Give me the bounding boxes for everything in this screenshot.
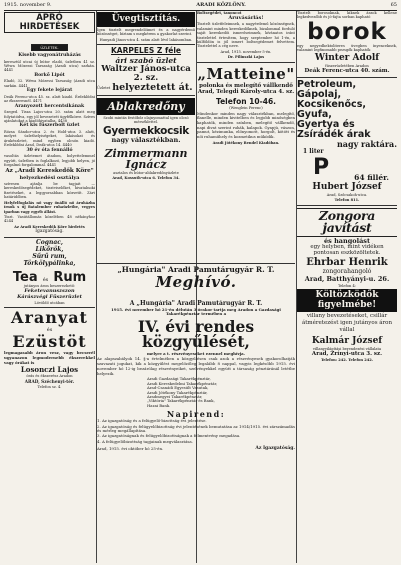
price-block <box>297 156 397 182</box>
notice-sign: Arad, 1915. évi október hó 25-én. <box>97 446 164 452</box>
kolto-box <box>297 289 397 312</box>
napirend-item: 1. Az igazgatóság és a felügyelő-bizottság évi jelentése. <box>97 418 207 424</box>
classifieds-title: APRÓ HIRDETÉSEK <box>19 13 80 32</box>
ablak-title: Ablakredőny <box>107 99 185 113</box>
notice-body: Az alapszabályok 14. §-a értelmében a közgyűlésen csak azok a részvényesek gyakorolhatják szavazati jogukat, kik a közgyűlést megelőzőleg legalább 8 nappal, vagyis legkésőbb 1915. évi november hó 12-ig bezárólag részvényeiket, szelvényekkel együtt a társaság pénztáránál letétbe helyezik. <box>97 356 295 376</box>
kalmar-tel: Telefon: 242. Telefon 242. <box>320 358 374 363</box>
rum-label: Rum <box>53 269 87 285</box>
general-meeting-notice <box>97 300 295 563</box>
ad-arad-body: szívesen ajánlja be tagjait — kereskedősegédeket, tisztviselőket, hivatalnoki fizetéseket, a leggyorsabban közvetít. Zárt határidőben. <box>4 182 95 200</box>
aranyat-headline: Aranyat <box>11 308 88 328</box>
ad-body: keresztül utcai új bútor eladó, üzletben 41 sz. Wéwa Mózessi Tarsaság (Aradi utca) sarkán. 4441 <box>4 59 95 73</box>
tea-rum <box>4 268 95 284</box>
spirit-item: Likőrök, <box>35 245 64 253</box>
liter-p: P <box>313 155 330 181</box>
telefon-sub: (Wenglein Ferenc) <box>229 106 263 111</box>
napirend-item: 4. A felügyelőbizottság tagjainak megválasztása. <box>97 438 193 444</box>
kalmar-name: Kalmár József <box>311 335 383 346</box>
ad-body: Szeged. Tisza Lajos-utca 20. szám alatt meg folytatódva, egy jól bevezetett ügyfélkörre. Szíves ajánlatokat a kiadóhivatalba. 4438 <box>4 110 95 124</box>
kereskedo-addr: Lövöldő utcában <box>34 300 65 305</box>
product-item: Gyertya és <box>297 118 355 130</box>
tea-rum-sub: jutányos áron beszerezhető: <box>23 283 76 288</box>
ablak-box <box>97 98 195 115</box>
depositor-item: Hazai Bank. <box>147 402 171 408</box>
products-list <box>297 80 397 140</box>
zongora-mid: és hangolást <box>324 236 370 245</box>
zimmer-sub: asztalos és bútor-ablakredőnyüzlete <box>113 170 179 175</box>
uvegtisztitas-box <box>97 12 195 27</box>
depositor-item: Aradi Jótékony Takarékpénztár, <box>147 389 208 395</box>
ad-head: Két kis fűszerbolt üzlet <box>19 123 80 129</box>
c3-body2-addr: Aradi Jótékony Rendel Kiadóban. <box>212 140 280 145</box>
product-item: Gápolaj, <box>297 88 342 100</box>
karpeles-name: KARPELES Z féle <box>111 46 181 56</box>
ad-head: Aranyozott hercentsikának <box>14 103 85 109</box>
napirend-items <box>97 419 295 444</box>
notice-line3: melyre a t. részvényeseket ezennel meghívja. <box>146 350 246 356</box>
header-date: 1915. november 9. <box>4 2 52 8</box>
c4-top: Tisztelt borosoknak, kiknek ászok kellene legkedvezőbb és jó-fajta sorban kapható <box>297 11 397 20</box>
kolto-title: Költözködők figyelmébe! <box>315 290 379 310</box>
kalmar-addr: Arad, Zrínyi-utca 3. sz. <box>311 350 383 357</box>
loson-addr: ARAD, Széchenyi-tér. <box>24 378 75 384</box>
ad-hely-2: Tiszt. Vasútállomás közelében 48 néhányhoz 4244 <box>4 214 95 224</box>
napirend-title: Napirend: <box>166 409 226 420</box>
kalmar-sub: villanyvilágítási berendezési vállalata <box>312 346 382 351</box>
borok-sub: egy negyedhektoliteres üvegben ínyenceknek, valamint legfinomabb pezsgők kaphatók <box>297 43 397 53</box>
c3-sign2: Dr. Pilinszki Lajos <box>227 55 265 60</box>
price: 64 fillér. <box>354 172 389 182</box>
zimmer-addr: Arad, Kossuth-utca 6. Telefon 34. <box>112 175 180 180</box>
ehrbar-name: Ehrbar Henrik <box>306 257 388 269</box>
ad-head: Borkő Lipót <box>34 72 65 78</box>
kereskedo-name: Kárászvégi Fűszerüzlet <box>17 293 82 300</box>
waltzer-addr: Waltzer János-utca 2. sz. <box>101 64 191 83</box>
matteine-title: „Matteine" <box>197 64 295 83</box>
classifieds-subtitle: ÜZLETEK. <box>31 44 67 51</box>
ad-body: vasoltás üzletemet átadom, bolyettelemmel együtt, üzletben is foglalkozó, legjobb helyen, jó forgalmú forgalommal. 4441 <box>4 154 95 168</box>
buy-text: legmagasabb áron vesz, vagy becserél ugyanazon legmodernebb ékszerekkel vagy órákat is <box>4 350 95 365</box>
ad-head: Kisebb vagyonátruházás <box>18 53 81 58</box>
header-page: 65 <box>390 2 397 8</box>
depositor-item: Arad-Csanádi Egyesült Vasutak, <box>147 385 209 391</box>
c3-sign: Arad, 1915. november 5-én. <box>220 49 272 54</box>
winter-name: Winter Adolf <box>314 52 380 63</box>
hungaria-banner <box>97 263 295 291</box>
kolto-body: villany bevezetéseket, csillár átméretezést igen jutányos áron vállal <box>301 313 393 334</box>
notice-intro: A „Hungária" Aradi Pamutárugyár R. T. <box>129 300 263 307</box>
ad-arad-subtitle: helyezkedési osztálya <box>19 175 80 182</box>
hubert-name: Hubert József <box>312 182 382 193</box>
gyermek-title: Gyermekkocsik <box>103 124 189 137</box>
depositor-item: Aradmegyei Takarékpénztár, <box>147 394 203 400</box>
zongora-title: Zongora javítást <box>318 207 376 236</box>
ad-list <box>4 54 95 167</box>
uvegtisztitas-title: Üvegtisztítás. <box>111 14 181 24</box>
tea-label: Tea <box>12 269 38 285</box>
depositor-item: Aradi Kereskedelmi Takarékpénztár, <box>147 380 218 386</box>
liter-label: 1 liter <box>303 148 324 156</box>
ad-body: Eladó, 32. Wéwa Mózessi Tarsaság (Aradi utca sarkán. 4441 <box>4 79 95 88</box>
product-item: Zsírádék árak <box>297 128 371 140</box>
ad-ujiroda: Az Aradi Kereskedők Köre hirdetés <box>14 224 85 229</box>
ablak-sub: Szobi mintás festőbőz olajnyomattal igen olcsó mérséklettel. <box>103 115 189 125</box>
ad-head: Egy fekete lejárat <box>26 88 73 94</box>
column-ads-right <box>297 11 397 563</box>
zimmer-name: Zimmermann Ignácz <box>104 146 188 171</box>
szabo-uzlet: ári szabó üzlet <box>115 55 177 65</box>
hubert-tel: Telefon 811. <box>334 198 360 203</box>
page-header <box>4 0 397 11</box>
loson-tel: Telefon sz. 4. <box>37 384 62 389</box>
ad-body: Deák Ferenc-utca 45. sz. alatt kiadó. Érdeklődni az ékszeresnél. 4471 <box>4 94 95 104</box>
uvegtisztitas-body: Igen tisztelt megrendelőimet és a nagyérdemű közönséget, bíztam s megkérem a gyakorlat szerint. <box>97 28 195 37</box>
zongora-mid2: egy helyben, mint vidéken pontosan eszközöltetek. <box>310 244 384 256</box>
classifieds-title-box <box>4 12 95 33</box>
tea-rum-and: és <box>42 276 49 283</box>
ad-arad-title: Az „Aradi Kereskedők Köre" <box>5 168 94 175</box>
column-shops <box>97 11 195 281</box>
nagy-raktara: nagy raktára. <box>336 139 397 150</box>
helyezett-headline: helyeztetett át. <box>112 82 193 94</box>
winter-addr: Deák Ferenc-utca 40. szám. <box>304 68 390 75</box>
column-notices <box>197 11 295 281</box>
telefon-num: Telefon 10-46. <box>215 96 277 106</box>
spirits-list <box>4 240 95 267</box>
loson-sub: órás és ékszerész Aradon <box>26 374 73 379</box>
c3-sub: Áruvásárlás! <box>228 15 264 22</box>
meghivo-title: Meghívó. <box>155 272 237 291</box>
zongora-box <box>297 208 397 237</box>
napirend-item: 3. Az igazgatóságnak és felügyelőbizottságnak a felmentvény megadása. <box>97 433 241 439</box>
product-item: Kocsikenőcs, <box>297 98 366 110</box>
uvegtisztitas-addr: Hunyadi János-utca 4. szám alatt lévő lakásomban. <box>99 37 193 42</box>
header-title: ARADI KÖZLÖNY. <box>196 2 246 8</box>
polonka-text: polonka és melegítő vállkendő <box>199 82 293 89</box>
ezustot-headline: Ezüstöt <box>12 332 87 352</box>
ad-igazgatosag: Igazgatóság. <box>35 229 64 235</box>
loson-name: Losonczi Lajos <box>20 365 79 375</box>
spirit-item: Sűrű rum, <box>32 252 67 260</box>
depositor-item: „Viktória" Takarékpénztár és Bank, <box>147 398 215 404</box>
notice-headline: IV. évi rendes közgyűlését, <box>137 316 255 352</box>
c3-body2: Mindenkor minden nagy választékban, melegítő, flanelle, minden kivitelben és legjobb minőségben kaphatók, minden színben, melegítő vállkendő, napi divat szerint ruhák, kalapok. Gyapjú, vászon, pamut, kézimunka, előnyomott, horgolt, kötött és női ruhaműhely és kozmetikus működik. <box>197 110 295 140</box>
ad-head: 30 év óta fennálló <box>26 147 73 153</box>
spirit-item: Törkölypálinka, <box>23 259 76 267</box>
column-classifieds <box>4 11 95 563</box>
depositor-item: Aradi Gazdasági Takarékpénztár, <box>147 376 211 382</box>
banner-title: „Hungária" Aradi Pamutárugyár R. T. <box>117 265 275 274</box>
c3-body: Tisztelt üzletfeleimnek, a nagyérdemű közönségnek, valamint minden kereskedőknek, bizalommal forduló saját kereskedői ismerőseimnek, kívánatos iránt tisztelettel értesítem, hogy szeptember hó 1-én, a külföldön is jól ismert boltsegédemet felvettem. Tisztelettel a cég neve. <box>197 22 295 49</box>
napirend-item: 2. Az igazgatóság és felügyelőbizottság évi jelentésének bemutatása az 1914/1915. évi zárszámadás és mérleg megállapítása. <box>97 423 295 434</box>
gyermek-sub: nagy választékban. <box>111 136 181 145</box>
notice-board: Az Igazgatóság. <box>255 446 295 452</box>
fekete-name: Feketevanuszszon <box>24 287 75 294</box>
aranyat-es: és <box>46 327 53 334</box>
borok-headline: borok <box>307 18 387 45</box>
uzletet-label: Üzletet <box>97 85 111 90</box>
depositors-list <box>97 377 295 408</box>
ehrbar-addr: Arad, Batthyányi-u. 26. <box>304 275 390 284</box>
ehrbar-sub: zongorahangoló <box>322 268 372 276</box>
product-item: Petroleum, <box>297 78 357 90</box>
hubert-sub: Arad, Szőcsakoh-utca. <box>326 193 368 198</box>
c3-head: Boltsegédet, tanoncot <box>197 11 242 15</box>
ehrbar-tel: Telefon 4: <box>338 283 356 288</box>
ad-hely: Helyfelfoglalás nő vagy önálló nő áruházba írnok s új fiatalember ruhaüzletbe, vegyes iparban vagy egyéb állást. <box>4 200 95 214</box>
polonka-addr: Arad, Telegdi Károly-utca 4. sz. <box>197 89 295 96</box>
ad-body: Rózsa Sándor-utca 2. és Hold-utca 3. alatt, melyet üzlethelyiségeket, lakásokat és árukészletet, mind egyben olcsón kiadó. Érdeklődni Arad, Deák-utca 14. 4440 <box>4 130 95 148</box>
product-item: Gyufa, <box>297 108 332 120</box>
spirit-item: Cognac, <box>36 238 63 246</box>
notice-line2: 1915. évi november hó 21-én délután 3 órakor tartja meg Aradon a Gazdasági Takarékpénztár termében a <box>111 307 281 317</box>
winter-sub: füszerüzletében Aradon <box>325 63 369 68</box>
